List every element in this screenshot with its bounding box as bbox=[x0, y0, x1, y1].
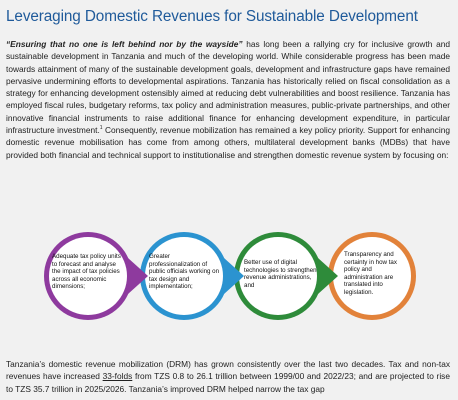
intro-text-a: has long been a rallying cry for inclusive growth and sustainable development in Tanzania and much of the developing world. While considerable progress has been made towards attainment of many of the sustainable development goals, development and infrastructure gaps have remained pervasive undermining efforts to developmental aspirations. Tanzania has historically relied on fiscal consolidation as a strategy for enhancing development ostensibly aimed at reducing debt vulnerabilities and boost resilience. Tanzania has employed fiscal rules, budgetary reforms, tax policy and administration measures, public-private partnerships, and other innovative financial instruments to raise additional finance for enhancing development expenditure, in particular infrastructure investment. bbox=[6, 39, 450, 136]
step-2-text: Greater professionalization of public officials working on tax design and implementation; bbox=[149, 253, 220, 291]
footnote-marker: 1 bbox=[99, 125, 103, 132]
closing-highlight: 33-folds bbox=[102, 371, 133, 382]
step-3-text: Better use of digital technologies to strengthen revenue administrations, and bbox=[244, 259, 317, 289]
step-1-text: Adequate tax policy units to forecast and analyse the impact of tax policies across all economic dimensions; bbox=[52, 253, 121, 291]
step-4-text: Transparency and certainty in how tax policy and administration are translated into legislation. bbox=[344, 251, 397, 296]
intro-quote: “Ensuring that no one is left behind nor by the wayside” bbox=[6, 39, 243, 49]
closing-text-a: Tanzania’s domestic revenue mobilization (DRM) has grown consistently over the last two decades. Tax and non-tax revenues have increased bbox=[6, 359, 450, 382]
closing-paragraph bbox=[6, 358, 450, 395]
closing-text-b: from TZS 0.8 to 26.1 trillion between 1999/00 and 2022/23; and are projected to rise to TZS 35.7 trillion in 2025/2026. Tanzania’s improved DRM helped narrow the tax gap bbox=[6, 371, 450, 394]
page-title: Leveraging Domestic Revenues for Sustainable Development bbox=[6, 8, 418, 25]
intro-paragraph bbox=[6, 38, 450, 161]
intro-text-b: Consequently, revenue mobilization has remained a key policy priority. Support for enhancing domestic revenue mobilisation has come from among others, multilateral development banks (MDBs) that have provided both financial and technical support to institutionalise and strengthen domestic revenue system by focusing on: bbox=[6, 125, 450, 160]
drm-focus-areas-diagram bbox=[0, 222, 458, 332]
